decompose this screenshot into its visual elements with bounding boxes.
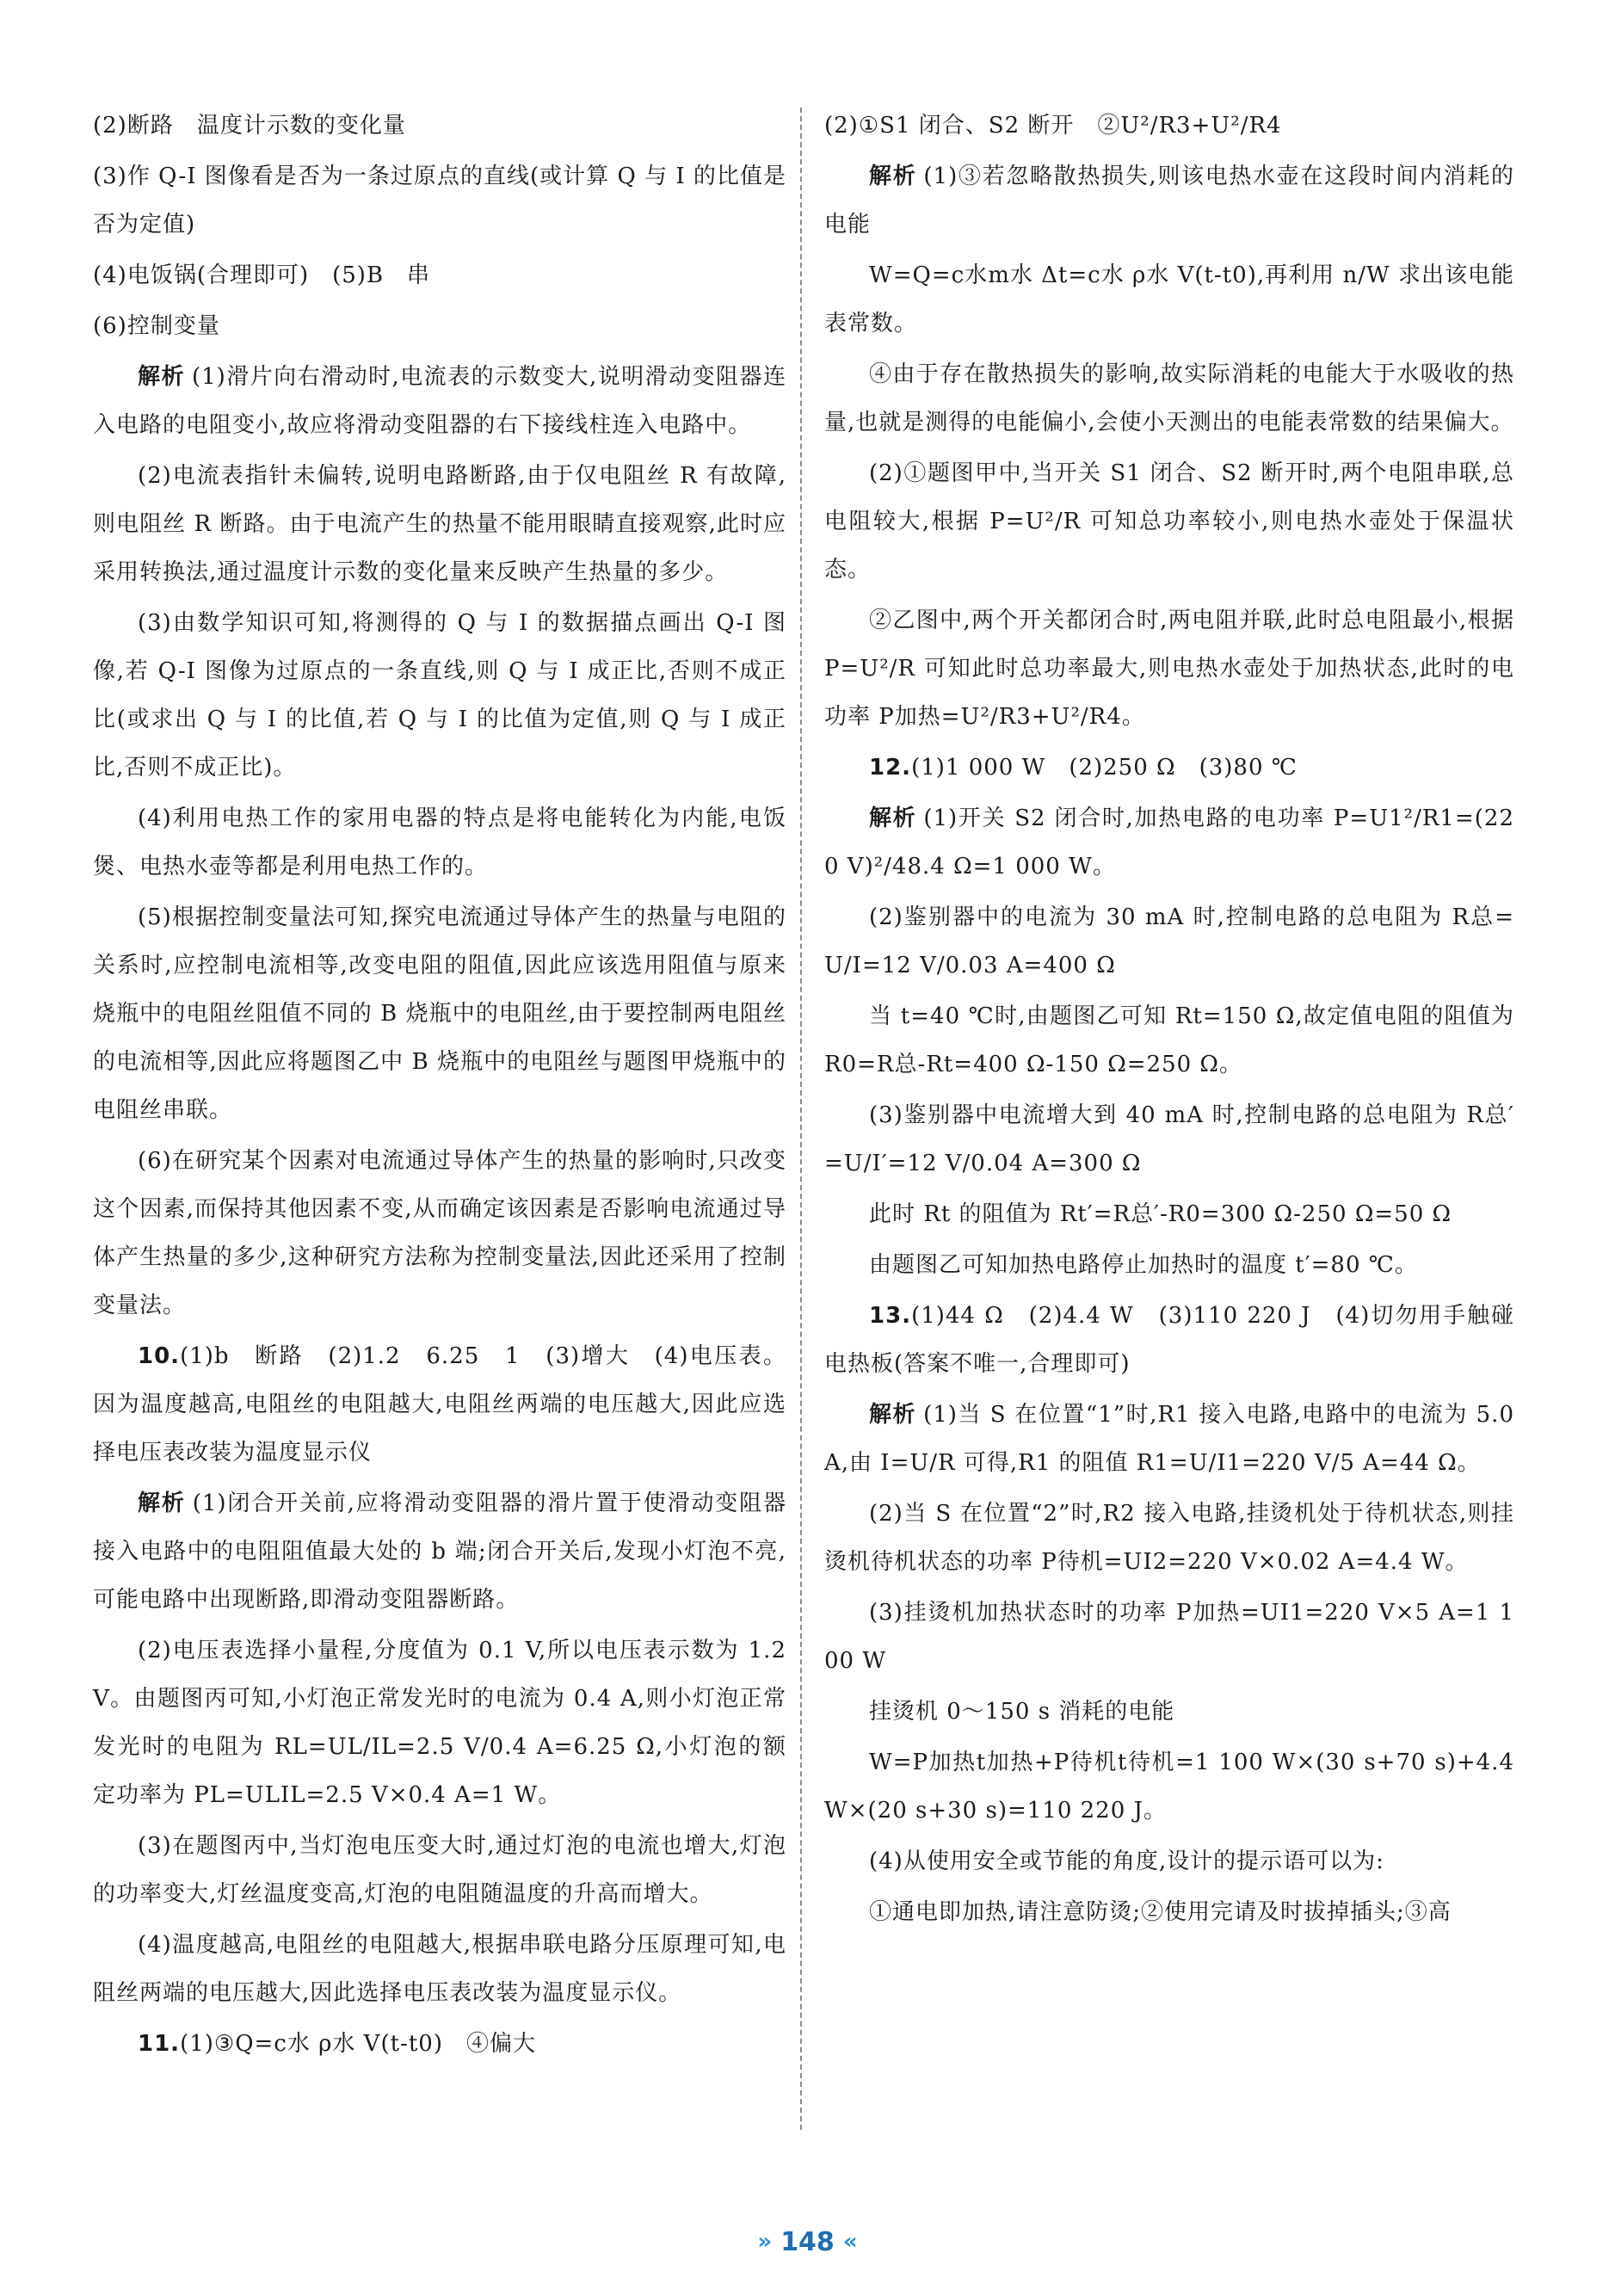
paragraph-text: (4)电饭锅(合理即可) (5)B 串 [93,262,431,288]
answer-line [93,452,786,596]
question-number: 10. [138,1343,181,1369]
page-footer [0,2225,1615,2259]
paragraph-text: (1)44 Ω (2)4.4 W (3)110 220 J (4)切勿用手触碰电热板(答案不唯一,合理即可) [824,1303,1514,1377]
paragraph-text: (1)闭合开关前,应将滑动变阻器的滑片置于使滑动变阻器接入电路中的电阻阻值最大处的 b 端;闭合开关后,发现小灯泡不亮,可能电路中出现断路,即滑动变阻器断路。 [93,1491,786,1613]
answer-line [824,1837,1514,1886]
paragraph-text: 挂烫机 0～150 s 消耗的电能 [869,1699,1175,1725]
paragraph-text: (2)①题图甲中,当开关 S1 闭合、S2 断开时,两个电阻串联,总电阻较大,根据 P=U²/R 可知总功率较小,则电热水壶处于保温状态。 [824,460,1514,583]
paragraph-text: (2)电压表选择小量程,分度值为 0.1 V,所以电压表示数为 1.2 V。由题图丙可知,小灯泡正常发光时的电流为 0.4 A,则小灯泡正常发光时的电阻为 RL=UL/IL=2.5 V/0.4 A=6.25 Ω,小灯泡的额定功率为 PL=ULIL=2.5 V×0.4 A=1 W。 [93,1638,786,1808]
paragraph-text: W=Q=c水m水 Δt=c水 ρ水 V(t-t0),再利用 n/W 求出该电能表常数。 [824,262,1514,336]
paragraph-text: (2)当 S 在位置“2”时,R2 接入电路,挂烫机处于待机状态,则挂烫机待机状态的功率 P待机=UI2=220 V×0.02 A=4.4 W。 [824,1501,1514,1575]
paragraph-text: (5)根据控制变量法可知,探究电流通过导体产生的热量与电阻的关系时,应控制电流相等,改变电阻的阻值,因此应该选用阻值与原来烧瓶中的电阻丝阻值不同的 B 烧瓶中的电阻丝,由于要控制两电阻丝的电流相等,因此应将题图乙中 B 烧瓶中的电阻丝与题图甲烧瓶中的电阻丝串联。 [93,904,786,1123]
answer-line [824,1738,1514,1835]
analysis-label: 解析 [138,364,185,390]
answer-line [824,102,1514,150]
answer-line [824,251,1514,348]
answer-line [824,596,1514,741]
question-answer [93,2020,786,2068]
paragraph-text: (4)从使用安全或节能的角度,设计的提示语可以为: [869,1849,1384,1874]
answer-line [824,1091,1514,1188]
question-number: 11. [138,2031,181,2057]
answer-line [93,1921,786,2017]
paragraph-text: (2)①S1 闭合、S2 断开 ②U²/R3+U²/R4 [824,113,1282,139]
answer-line [824,1241,1514,1289]
answer-line [824,1490,1514,1586]
paragraph-text: (1)当 S 在位置“1”时,R1 接入电路,电路中的电流为 5.0 A,由 I=U/R 可得,R1 的阻值 R1=U/I1=220 V/5 A=44 Ω。 [824,1402,1514,1476]
paragraph-text: ①通电即加热,请注意防烫;②使用完请及时拔掉插头;③高 [869,1899,1452,1925]
question-answer [824,744,1514,792]
paragraph-text: (3)作 Q-I 图像看是否为一条过原点的直线(或计算 Q 与 I 的比值是否为定值) [93,164,786,238]
answer-line [93,251,786,299]
paragraph-text: (3)鉴别器中电流增大到 40 mA 时,控制电路的总电阻为 R总′=U/I′=12 V/0.04 A=300 Ω [824,1102,1514,1176]
answer-line [824,1589,1514,1685]
paragraph-text: (1)③若忽略散热损失,则该电热水壶在这段时间内消耗的电能 [824,164,1514,238]
question-answer [824,1292,1514,1388]
paragraph-text: (2)断路 温度计示数的变化量 [93,113,406,139]
answer-line [824,350,1514,447]
answer-line [93,152,786,249]
paragraph-text: (3)由数学知识可知,将测得的 Q 与 I 的数据描点画出 Q-I 图像,若 Q-I 图像为过原点的一条直线,则 Q 与 I 成正比,否则不成正比(或求出 Q 与 I 的比值,若 Q 与 I 的比值为定值,则 Q 与 I 成正比,否则不成正比)。 [93,610,786,781]
answer-line [93,794,786,891]
answer-line [93,302,786,350]
paragraph-text: (3)挂烫机加热状态时的功率 P加热=UI1=220 V×5 A=1 100 W [824,1600,1514,1674]
question-answer [93,1332,786,1477]
right-column [824,102,1514,1939]
analysis-label: 解析 [869,1402,917,1428]
answer-line [93,599,786,792]
paragraph-text: (1)③Q=c水 ρ水 V(t-t0) ④偏大 [180,2031,536,2057]
paragraph-text: (1)b 断路 (2)1.2 6.25 1 (3)增大 (4)电压表。因为温度越高,电阻丝的电阻越大,电阻丝两端的电压越大,因此应选择电压表改装为温度显示仪 [93,1343,786,1466]
question-number: 12. [869,755,912,781]
answer-line [824,1888,1514,1936]
paragraph-text: (6)控制变量 [93,313,220,339]
page-arrow-right-icon: « [842,2229,858,2255]
analysis-paragraph [824,794,1514,891]
paragraph-text: (2)电流表指针未偏转,说明电路断路,由于仅电阻丝 R 有故障,则电阻丝 R 断路。由于电流产生的热量不能用眼睛直接观察,此时应采用转换法,通过温度计示数的变化量来反映产生热量的多少。 [93,463,786,585]
analysis-paragraph [93,353,786,449]
paragraph-text: 由题图乙可知加热电路停止加热时的温度 t′=80 ℃。 [869,1252,1418,1278]
paragraph-text: (1)1 000 W (2)250 Ω (3)80 ℃ [911,755,1298,781]
paragraph-text: (6)在研究某个因素对电流通过导体产生的热量的影响时,只改变这个因素,而保持其他因素不变,从而确定该因素是否影响电流通过导体产生热量的多少,这种研究方法称为控制变量法,因此还采用了控制变量法。 [93,1148,786,1318]
analysis-paragraph [824,152,1514,249]
paragraph-text: (3)在题图丙中,当灯泡电压变大时,通过灯泡的电流也增大,灯泡的功率变大,灯丝温度变高,灯泡的电阻随温度的升高而增大。 [93,1833,786,1907]
paragraph-text: (2)鉴别器中的电流为 30 mA 时,控制电路的总电阻为 R总=U/I=12 V/0.03 A=400 Ω [824,904,1514,978]
analysis-paragraph [824,1391,1514,1487]
answer-line [93,893,786,1134]
answer-line [93,1626,786,1819]
paragraph-text: 此时 Rt 的阻值为 Rt′=R总′-R0=300 Ω-250 Ω=50 Ω [869,1201,1452,1227]
page-number: 148 [780,2226,835,2257]
left-column [93,102,786,2071]
answer-line [824,992,1514,1089]
answer-line [824,1190,1514,1238]
paragraph-text: (4)温度越高,电阻丝的电阻越大,根据串联电路分压原理可知,电阻丝两端的电压越大,因此选择电压表改装为温度显示仪。 [93,1932,786,2006]
paragraph-text: ②乙图中,两个开关都闭合时,两电阻并联,此时总电阻最小,根据 P=U²/R 可知此时总功率最大,则电热水壶处于加热状态,此时的电功率 P加热=U²/R3+U²/R4。 [824,608,1514,730]
question-number: 13. [869,1303,912,1329]
analysis-label: 解析 [869,805,917,831]
analysis-label: 解析 [869,164,917,189]
paragraph-text: (1)开关 S2 闭合时,加热电路的电功率 P=U1²/R1=(220 V)²/48.4 Ω=1 000 W。 [824,805,1514,880]
answer-line [824,1688,1514,1736]
answer-line [824,449,1514,594]
paragraph-text: W=P加热t加热+P待机t待机=1 100 W×(30 s+70 s)+4.4 W×(20 s+30 s)=110 220 J。 [824,1750,1514,1824]
answer-line [824,893,1514,990]
answer-line [93,102,786,150]
paragraph-text: ④由于存在散热损失的影响,故实际消耗的电能大于水吸收的热量,也就是测得的电能偏小,会使小天测出的电能表常数的结果偏大。 [824,361,1514,435]
paragraph-text: (1)滑片向右滑动时,电流表的示数变大,说明滑动变阻器连入电路的电阻变小,故应将滑动变阻器的右下接线柱连入电路中。 [93,364,786,438]
paragraph-text: 当 t=40 ℃时,由题图乙可知 Rt=150 Ω,故定值电阻的阻值为 R0=R总-Rt=400 Ω-150 Ω=250 Ω。 [824,1003,1514,1077]
column-divider [800,108,802,2130]
analysis-label: 解析 [138,1491,186,1516]
page-arrow-left-icon: » [757,2229,773,2255]
answer-line [93,1822,786,1918]
analysis-paragraph [93,1479,786,1624]
paragraph-text: (4)利用电热工作的家用电器的特点是将电能转化为内能,电饭煲、电热水壶等都是利用电热工作的。 [93,805,786,880]
answer-line [93,1137,786,1330]
